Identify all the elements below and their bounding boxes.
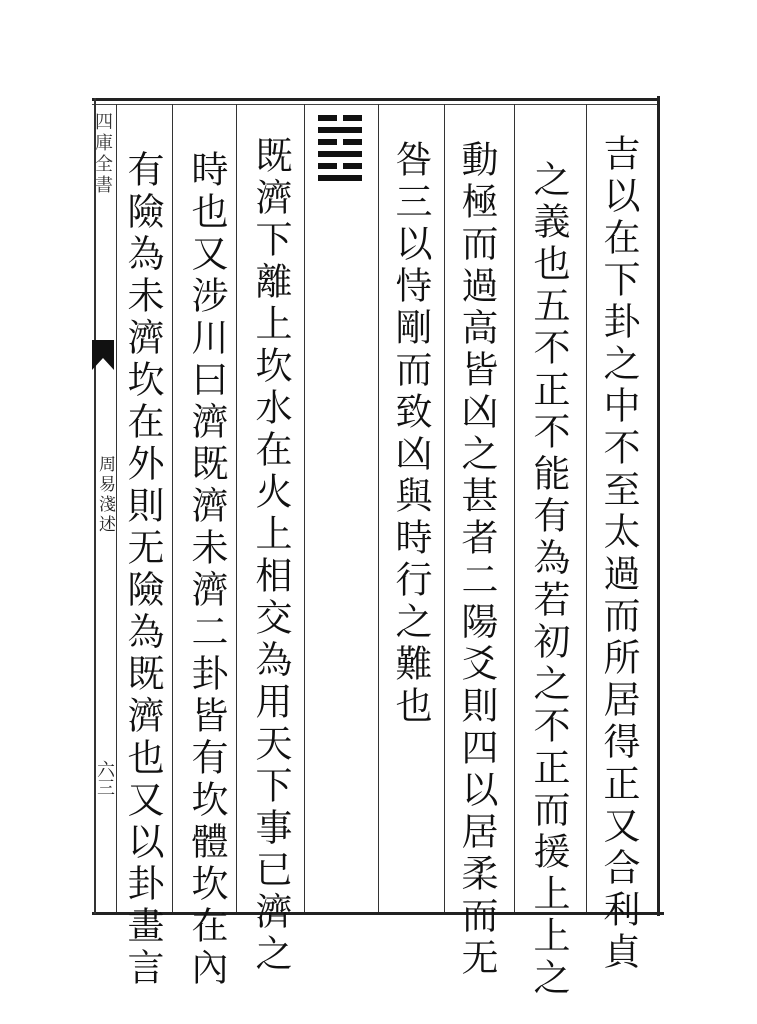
series-title: 四庫全書 <box>92 112 113 196</box>
hexagram-line <box>318 139 362 145</box>
column-rule <box>514 104 515 912</box>
hexagram-line <box>318 175 362 181</box>
frame-top-inner-border <box>92 104 660 105</box>
text-column-2: 之義也五不正不能有為若初之不正而援上上之 <box>527 160 570 1000</box>
column-rule <box>378 104 379 912</box>
frame-top-border <box>92 98 660 101</box>
column-rule <box>586 104 587 912</box>
hexagram-line <box>318 163 362 169</box>
column-rule <box>236 104 237 912</box>
text-column-5: 既濟下離上坎水在火上相交為用天下事已濟之 <box>249 136 292 976</box>
hexagram-jiji-icon <box>318 115 362 187</box>
hexagram-line <box>318 127 362 133</box>
text-column-4: 咎三以恃剛而致凶與時行之難也 <box>389 140 432 728</box>
column-rule <box>304 104 305 912</box>
page-number: 六三 <box>94 760 115 796</box>
frame-bottom-border <box>92 912 664 915</box>
text-column-3: 動極而過高皆凶之甚者二陽爻則四以居柔而无 <box>455 140 498 980</box>
frame-right-border <box>657 96 660 916</box>
hexagram-line <box>318 115 362 121</box>
book-title: 周易淺述 <box>95 455 115 535</box>
column-rule <box>444 104 445 912</box>
text-column-1: 吉以在下卦之中不至太過而所居得正又合利貞 <box>597 134 640 974</box>
hexagram-line <box>318 151 362 157</box>
text-column-7: 有險為未濟坎在外則无險為既濟也又以卦畫言 <box>121 150 164 990</box>
column-rule <box>172 104 173 912</box>
text-column-6: 時也又涉川曰濟既濟未濟二卦皆有坎體坎在內 <box>185 150 228 990</box>
